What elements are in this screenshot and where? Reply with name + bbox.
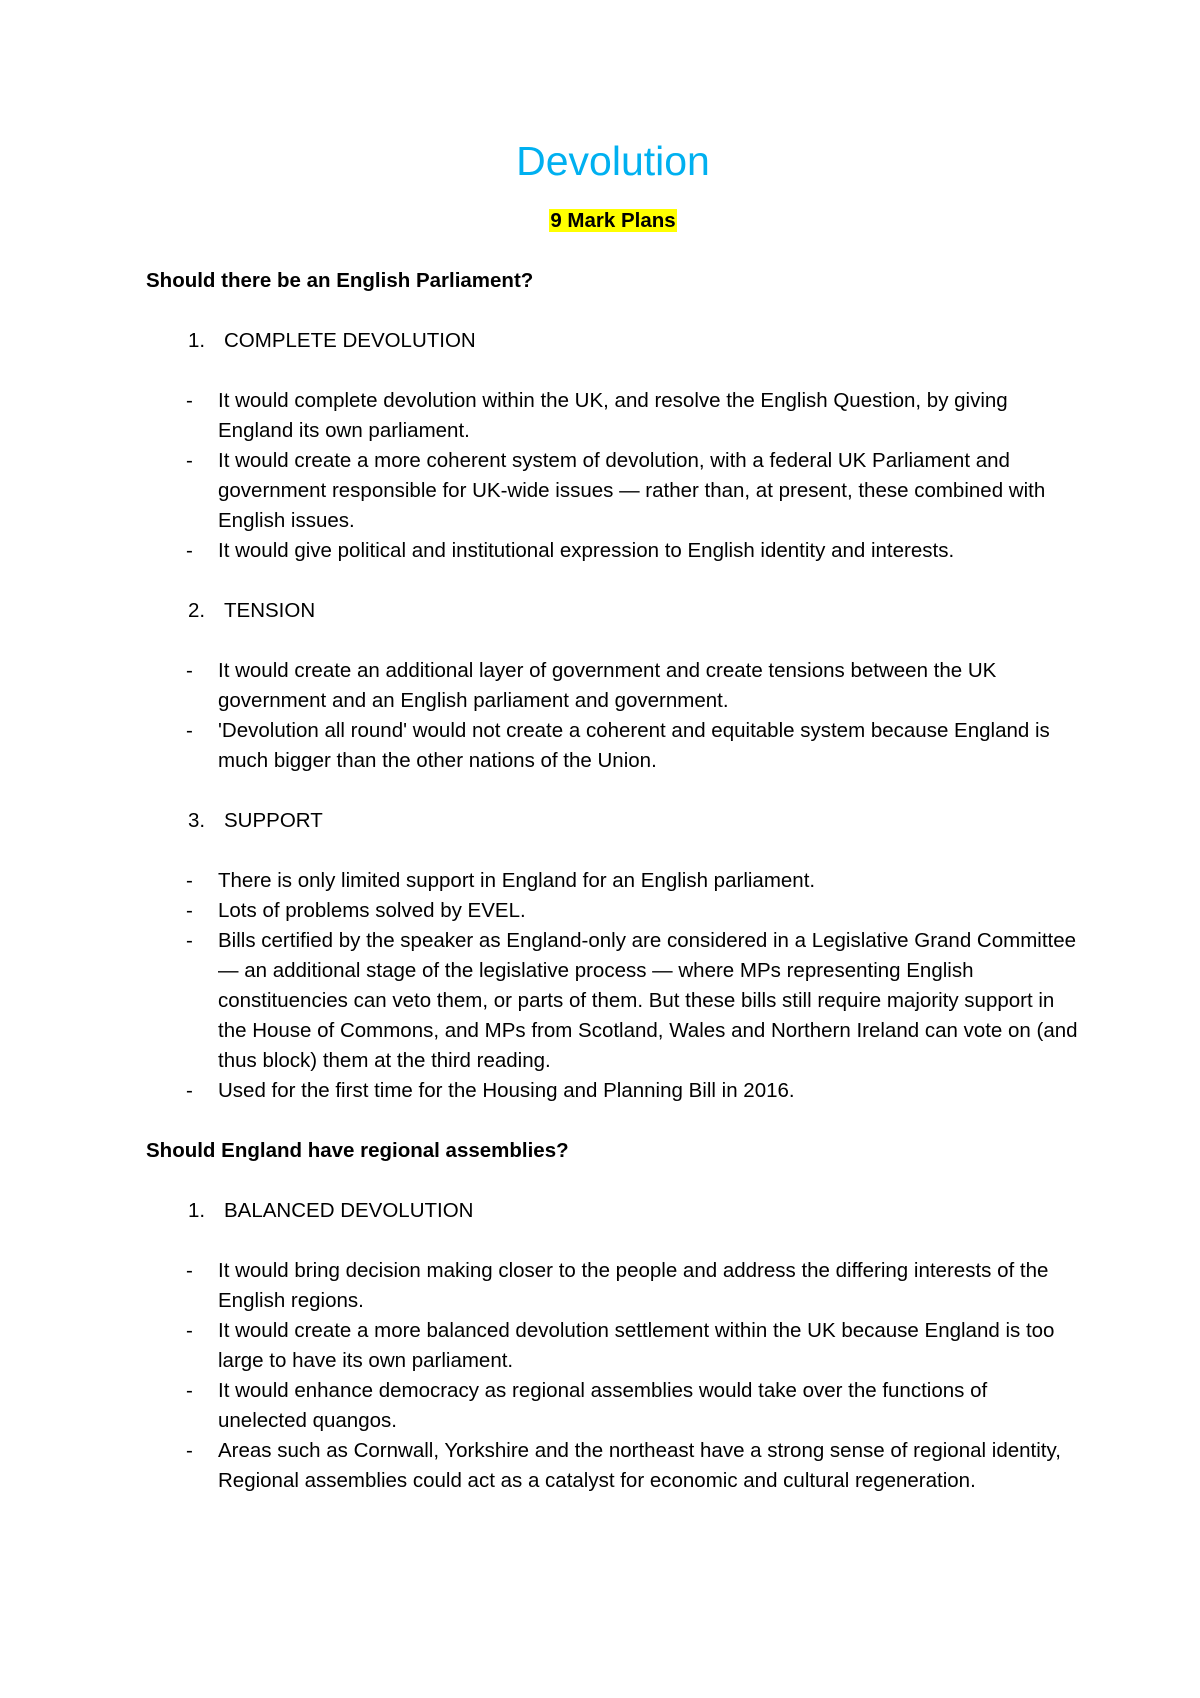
section-heading [146,596,1080,626]
question-regional-assemblies: Should England have regional assemblies? [146,1139,569,1162]
section-heading-label: SUPPORT [224,809,323,832]
list-item [146,1076,1080,1106]
list-item-text: It would create a more coherent system of devolution, with a federal UK Parliament and government responsible for UK-wide issues — rather than, at present, these combined with English issues. [218,449,1046,532]
section-heading [146,806,1080,836]
dash-bullet-icon: - [186,1439,193,1462]
list-item [146,1436,1080,1496]
list-item-text: There is only limited support in England for an English parliament. [218,869,816,892]
list-item-text: Used for the first time for the Housing and Planning Bill in 2016. [218,1079,795,1102]
list-item [146,536,1080,566]
list-item-text: It would create an additional layer of government and create tensions between the UK government and an English parliament and government. [218,659,997,712]
list-item-text: Bills certified by the speaker as England-only are considered in a Legislative Grand Committee — an additional stage of the legislative process — where MPs representing English constituencies can veto them, or parts of them. But these bills still require majority support in the House of Commons, and MPs from Scotland, Wales and Northern Ireland can vote on (and thus block) them at the third reading. [218,929,1078,1072]
dash-bullet-icon: - [186,539,193,562]
section-support [146,806,1080,1106]
section-heading [146,326,1080,356]
document-title: Devolution [516,138,710,184]
list-item [146,896,1080,926]
list-item-text: It would create a more balanced devolution settlement within the UK because England is too large to have its own parliament. [218,1319,1055,1372]
list-item [146,386,1080,446]
dash-bullet-icon: - [186,869,193,892]
list-item [146,446,1080,536]
section-heading-label: COMPLETE DEVOLUTION [224,329,476,352]
list-item-text: It would complete devolution within the UK, and resolve the English Question, by giving England its own parliament. [218,389,1008,442]
section-complete-devolution [146,326,1080,566]
section-number: 3. [188,809,206,832]
document-subtitle [146,206,1080,236]
section-heading-label: TENSION [224,599,316,622]
dash-bullet-icon: - [186,1319,193,1342]
list-item [146,866,1080,896]
dash-bullet-icon: - [186,899,193,922]
section-heading-label: BALANCED DEVOLUTION [224,1199,474,1222]
dash-bullet-icon: - [186,659,193,682]
dash-bullet-icon: - [186,929,193,952]
bullet-list [146,386,1080,566]
dash-bullet-icon: - [186,449,193,472]
list-item-text: It would give political and institutional expression to English identity and interests. [218,539,955,562]
bullet-list [146,1256,1080,1496]
section-balanced-devolution [146,1196,1080,1496]
list-item-text: 'Devolution all round' would not create a coherent and equitable system because England is much bigger than the other nations of the Union. [218,719,1050,772]
list-item-text: It would bring decision making closer to the people and address the differing interests of the English regions. [218,1259,1049,1312]
dash-bullet-icon: - [186,719,193,742]
list-item-text: Lots of problems solved by EVEL. [218,899,526,922]
section-heading [146,1196,1080,1226]
list-item [146,1256,1080,1316]
list-item [146,656,1080,716]
list-item [146,1376,1080,1436]
list-item [146,716,1080,776]
section-tension [146,596,1080,776]
bullet-list [146,656,1080,776]
section-number: 1. [188,329,206,352]
dash-bullet-icon: - [186,1079,193,1102]
section-number: 2. [188,599,206,622]
question-english-parliament: Should there be an English Parliament? [146,269,534,292]
dash-bullet-icon: - [186,1379,193,1402]
list-item [146,926,1080,1076]
dash-bullet-icon: - [186,389,193,412]
list-item [146,1316,1080,1376]
section-number: 1. [188,1199,206,1222]
bullet-list [146,866,1080,1106]
dash-bullet-icon: - [186,1259,193,1282]
list-item-text: Areas such as Cornwall, Yorkshire and the northeast have a strong sense of regional identity, Regional assemblies could act as a catalyst for economic and cultural regeneration. [218,1439,1061,1492]
list-item-text: It would enhance democracy as regional assemblies would take over the functions of unelected quangos. [218,1379,988,1432]
document-subtitle-highlight: 9 Mark Plans [550,209,676,232]
